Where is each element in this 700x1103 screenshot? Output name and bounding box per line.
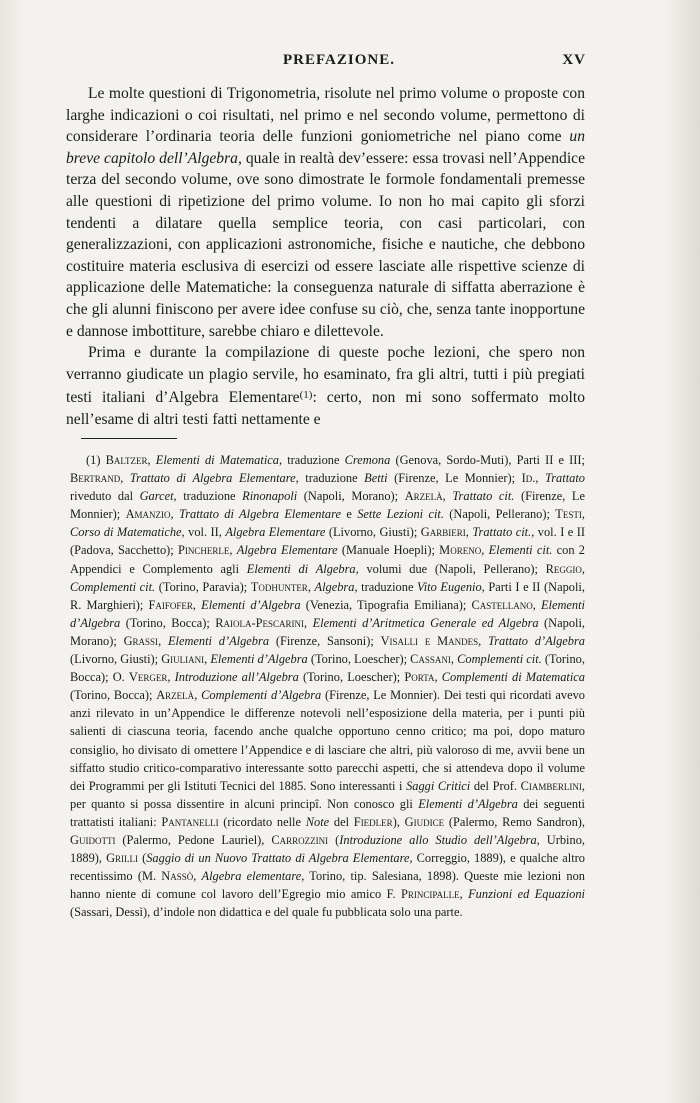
paragraph-1-text-a: Le molte questioni di Trigonometria, risolute nel primo volume o proposte con larghe indicazioni o coi risultati, nel primo e nel secondo volume, permettono di considerare l’ordinaria teoria delle funzioni goniometriche nel piano come — [66, 85, 585, 146]
fn-title: Elementi cit. — [488, 543, 553, 558]
fn-part: dei seguenti trattatisti italiani: — [70, 796, 585, 829]
fn-title: Saggio di un Nuovo Trattato di Algebra Elementare, — [146, 851, 413, 866]
fn-part: , — [194, 688, 202, 703]
fn-author: Ciamberlini — [520, 778, 582, 793]
fn-author: Castellano — [471, 597, 533, 612]
fn-author: Baltzer — [105, 453, 148, 467]
fn-part: (Torino, Paravia); — [155, 579, 251, 594]
fn-author: Fiedler — [353, 814, 393, 829]
fn-title: Elementi d’Algebra — [70, 597, 585, 630]
fn-part: , — [535, 471, 546, 486]
fn-part: volumi due (Napoli, Pellerano); — [358, 561, 546, 576]
fn-part: , — [120, 471, 130, 486]
page-title: PREFAZIONE. — [283, 52, 395, 68]
fn-part: (ricordato nelle — [218, 814, 306, 829]
fn-author: Bertrand — [70, 471, 121, 486]
fn-author: Giudice — [404, 814, 445, 829]
fn-author: Cassani — [410, 652, 451, 667]
fn-part: ( — [328, 832, 340, 847]
fn-author: Testi — [555, 507, 582, 522]
fn-title: Algebra Elementare — [225, 525, 326, 540]
fn-part: con 2 Appendici e Complemento agli — [70, 543, 585, 576]
fn-part: Urbino, 1889), — [70, 832, 585, 866]
fn-part: , — [204, 652, 211, 667]
fn-title: Introduzione all’Algebra — [174, 670, 299, 685]
fn-part: (Firenze, Sansoni); — [269, 633, 381, 648]
fn-title: Trattato d’Algebra — [488, 633, 586, 648]
fn-part: (Palermo, Pedone Lauriel), — [115, 832, 272, 847]
fn-author: Principalle — [401, 887, 460, 902]
fn-part: , — [581, 561, 586, 576]
fn-title: Betti — [364, 471, 388, 486]
fn-part: (Napoli, Pellerano); — [443, 507, 556, 522]
paragraph-1 — [66, 83, 585, 342]
page-right-shadow — [664, 0, 700, 1103]
fn-title: Trattato — [545, 471, 585, 486]
fn-part: (Sassari, Dessì), d’indole non didattica e del quale fu pubblicata solo una parte. — [70, 905, 463, 920]
fn-part: traduzione — [282, 453, 345, 467]
fn-part: riveduto dal — [70, 489, 140, 504]
fn-title: Saggi Critici — [406, 778, 471, 793]
fn-part: (Torino, Loescher); — [307, 652, 411, 667]
fn-part: Correggio, 1889), e qualche altro recentissimo (M. — [70, 851, 585, 884]
fn-title: Complementi di Matematica — [441, 670, 585, 685]
fn-part: (Manuale Hoepli); — [337, 543, 440, 558]
fn-author: Amanzio — [125, 507, 171, 522]
fn-author: Guidotti — [70, 832, 116, 847]
fn-part: (Genova, Sordo-Muti), Parti II e III; — [390, 453, 586, 467]
fn-part: (Firenze, Le Monnier). Dei testi qui ricordati avevo anzi rilevato in un’Appendice le differenze notevoli nell’esposizione della materia, per i punti più salienti di ciascuna teoria, facendo anche qualche opportuno cenno critico; ma poi, dopo maturo consiglio, ho divisato di omettere l’Appendice e di lasciare che altri, più valoroso di me, avvii bene un siffatto studio critico-comparativo interessante sotto parecchi aspetti, che si attendeva dopo il volume dei Programmi per gli Istituti Tecnici del 1885. Sono interessanti i — [70, 688, 585, 793]
fn-author: Grassi — [123, 633, 159, 648]
fn-author: Pantanelli — [161, 814, 219, 829]
fn-part: (Torino, Bocca); — [70, 688, 157, 703]
fn-title: Garcet, — [139, 489, 177, 504]
fn-title: Complementi cit. — [70, 579, 156, 594]
fn-author: Id. — [521, 471, 536, 486]
main-text — [66, 83, 585, 431]
fn-title: Algebra Elementare — [236, 543, 338, 558]
footnote-text — [70, 451, 585, 921]
fn-title: Trattato cit., — [472, 525, 535, 540]
fn-author: Faifofer — [148, 597, 193, 612]
fn-author: Raiola-Pescarini — [215, 615, 305, 630]
fn-title: Elementi d’Algebra — [418, 796, 518, 811]
fn-part: traduzione — [176, 489, 243, 504]
fn-part: (Livorno, Giusti); — [70, 652, 162, 667]
fn-part: , — [158, 633, 168, 648]
running-header — [92, 52, 586, 74]
fn-title: Sette Lezioni cit. — [357, 507, 444, 522]
fn-title: Corso di Matematiche, — [70, 525, 185, 540]
fn-part: (1) — [86, 453, 106, 467]
fn-part: ( — [138, 851, 147, 866]
fn-part: del — [329, 814, 354, 829]
fn-part: , — [304, 615, 313, 630]
fn-title: Introduzione allo Studio dell’Algebra, — [339, 832, 540, 847]
fn-title: Vito Eugenio, — [417, 579, 485, 594]
fn-title: Trattato di Algebra Elementare — [179, 507, 341, 522]
fn-part: , — [167, 670, 175, 685]
fn-title: Elementi di Algebra, — [246, 561, 359, 576]
fn-title: Elementi d’Algebra — [210, 652, 308, 667]
fn-title: Trattato di Algebra Elementare, — [129, 471, 299, 486]
fn-part: , — [147, 453, 156, 467]
fn-title: Elementi di Matematica, — [155, 453, 283, 467]
fn-part: vol. I e II (Padova, Sacchetto); — [70, 525, 586, 558]
fn-author: Visalli e Mandes — [380, 633, 479, 648]
fn-title: Elementi d’Algebra — [167, 633, 270, 648]
fn-part: , — [459, 887, 469, 902]
fn-title: Funzioni ed Equazioni — [468, 887, 585, 902]
fn-author: Nassò — [161, 869, 194, 884]
fn-part: (Firenze, Le Monnier); — [387, 471, 522, 486]
fn-part: (Napoli, Morano); — [297, 489, 405, 504]
footnote-divider — [81, 438, 177, 439]
fn-part: (Napoli, Morano); — [70, 615, 586, 648]
paragraph-2-text-a: Prima e durante la compilazione di queste poche lezioni, che spero non verranno giudicate un plagio servile, ho esaminato, fra gli altri, tutti i più pregiati testi italiani d’Algebra Elementare — [66, 344, 585, 407]
fn-part: , — [481, 543, 489, 558]
fn-part: e — [340, 507, 358, 522]
page-left-shadow — [0, 0, 22, 1103]
fn-author: Reggio — [545, 561, 582, 576]
fn-part: (Firenze, Le Monnier); — [70, 489, 585, 522]
fn-part: , — [229, 543, 237, 558]
footnote — [70, 451, 585, 921]
fn-part: , — [192, 597, 202, 612]
fn-part: (Venezia, Tipografia Emiliana); — [300, 597, 472, 612]
fn-part: , — [581, 507, 585, 522]
fn-title: Rinonapoli — [242, 489, 298, 504]
fn-author: Arzelà — [404, 489, 443, 504]
fn-part: del Prof. — [470, 778, 521, 793]
fn-title: Elementi d’Algebra — [201, 597, 301, 612]
fn-title: Elementi d’Aritmetica Generale ed Algebra — [312, 615, 539, 630]
fn-part: , — [450, 652, 458, 667]
fn-author: Garbieri — [420, 525, 466, 540]
fn-title: Complementi d’Algebra — [201, 688, 322, 703]
fn-part: ), — [392, 814, 405, 829]
fn-part: (Palermo, Remo Sandron), — [444, 814, 586, 829]
paragraph-1-text-b: quale in realtà dev’essere: essa trovasi nell’Appendice terza del secondo volume, ove sono dimostrate le formole fondamentali premesse alle questioni di ripetizione del primo volume. Io non ho mai capito gli sforzi tendenti a dilatare quella semplice teoria, con casi particolari, con generalizzazioni, con applicazioni astronomiche, fisiche e nautiche, che debbono costituire materia esclusiva di esercizi od essere lasciate alle rispettive scienze di applicazione delle Matematiche: la conseguenza naturale di siffatta aberrazione è che gli alunni finiscono per avere idee confuse su ciò, che, senza tante inopportune e dannose imbottiture, sarebbe chiaro e dilettevole. — [66, 149, 585, 340]
fn-part: , — [193, 869, 202, 884]
fn-part: traduzione — [298, 471, 365, 486]
fn-author: Todhunter — [250, 579, 308, 594]
fn-part: (Torino, Bocca); O. — [70, 652, 585, 685]
fn-part: , — [532, 597, 541, 612]
fn-part: vol. II, — [184, 525, 226, 540]
fn-author: Moreno — [439, 543, 482, 558]
fn-author: Arzelà — [156, 688, 195, 703]
fn-title: Algebra, — [314, 579, 358, 594]
page-number: XV — [562, 52, 586, 68]
fn-author: Grilli — [106, 851, 139, 866]
paragraph-2 — [66, 342, 585, 430]
fn-part: traduzione — [357, 579, 418, 594]
fn-author: Carrozzini — [271, 832, 329, 847]
fn-author: Pincherle — [177, 543, 230, 558]
fn-author: Porta — [404, 670, 435, 685]
paragraph-1-emphasis: un breve capitolo dell’Algebra, — [66, 128, 585, 167]
fn-part: (Torino, Loescher); — [298, 670, 405, 685]
fn-title: Algebra elementare, — [201, 869, 305, 884]
fn-part: (Torino, Bocca); — [120, 615, 216, 630]
fn-title: Note — [305, 814, 330, 829]
fn-part: Parti I e II (Napoli, R. Marghieri); — [70, 579, 585, 612]
paragraph-2-text-b: : certo, non mi sono soffermato molto nell’esame di altri testi fatti nettamente e — [66, 389, 585, 428]
fn-part: , — [478, 633, 489, 648]
fn-title: Cremona — [344, 453, 391, 467]
fn-title: Complementi cit. — [457, 652, 542, 667]
fn-author: Verger — [128, 670, 168, 685]
fn-part: , — [442, 489, 453, 504]
fn-part: , — [434, 670, 442, 685]
footnote-reference: (1) — [299, 389, 313, 402]
fn-part: , per quanto si possa dissentire in alcuni principî. Non conosco gli — [70, 778, 585, 811]
fn-title: Trattato cit. — [452, 489, 515, 504]
fn-part: , — [170, 507, 179, 522]
fn-part: , — [307, 579, 315, 594]
fn-part: , — [465, 525, 473, 540]
fn-part: (Livorno, Giusti); — [325, 525, 421, 540]
fn-part: Torino, tip. Salesiana, 1898). Queste mie lezioni non hanno niente di comune col lavoro dell’Egregio mio amico F. — [70, 869, 585, 902]
fn-author: Giuliani — [161, 652, 205, 667]
